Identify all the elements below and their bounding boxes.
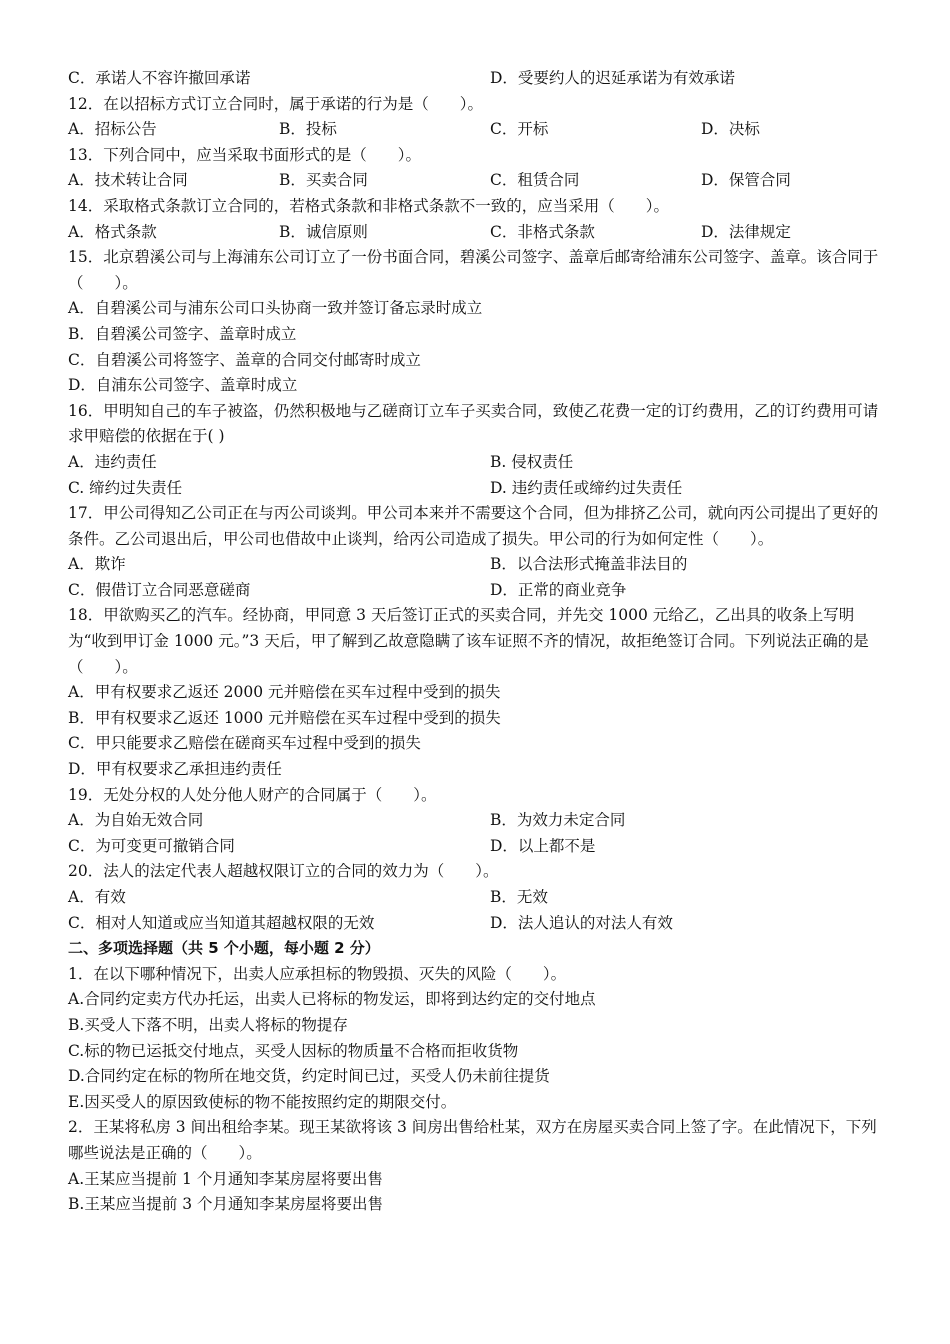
multi-question-1: 1．在以下哪种情况下，出卖人应承担标的物毁损、灭失的风险（ ）。 xyxy=(68,964,567,983)
option-b: B.王某应当提前 3 个月通知李某房屋将要出售 xyxy=(68,1195,384,1214)
option-d: D．受要约人的迟延承诺为有效承诺 xyxy=(490,69,735,87)
option-a: A．招标公告 xyxy=(68,120,157,139)
question-11-options xyxy=(68,66,890,92)
option-a: A．有效 xyxy=(68,888,126,906)
option-b: B．诚信原则 xyxy=(279,222,368,241)
option-a: A．技术转让合同 xyxy=(68,171,188,190)
question-19-options-ab xyxy=(68,808,890,834)
option-b: B. 侵权责任 xyxy=(490,452,574,471)
option-a: A．甲有权要求乙返还 2000 元并赔偿在买车过程中受到的损失 xyxy=(68,683,501,702)
question-12-options xyxy=(68,117,890,143)
question-15: 15．北京碧溪公司与上海浦东公司订立了一份书面合同，碧溪公司签字、盖章后邮寄给浦东公司签字、盖章。该合同于（ ）。 xyxy=(68,248,879,292)
option-c: C. 缔约过失责任 xyxy=(68,478,183,497)
option-a: A．欺诈 xyxy=(68,555,126,574)
option-a: A.合同约定卖方代办托运，出卖人已将标的物发运，即将到达约定的交付地点 xyxy=(68,990,596,1009)
multi-question-2: 2．王某将私房 3 间出租给李某。现王某欲将该 3 间房出售给杜某，双方在房屋买卖合同上签了字。在此情况下，下列哪些说法是正确的（ ）。 xyxy=(68,1118,877,1162)
question-12: 12．在以招标方式订立合同时，属于承诺的行为是（ ）。 xyxy=(68,94,483,113)
question-20-options-cd xyxy=(68,911,890,937)
option-d: D．正常的商业竞争 xyxy=(490,580,627,599)
option-d: D．自浦东公司签字、盖章时成立 xyxy=(68,376,298,395)
option-d: D.合同约定在标的物所在地交货，约定时间已过，买受人仍未前往提货 xyxy=(68,1067,550,1086)
option-b: B．为效力未定合同 xyxy=(490,811,626,830)
option-a: A．格式条款 xyxy=(68,222,157,241)
option-a: A．自碧溪公司与浦东公司口头协商一致并签订备忘录时成立 xyxy=(68,299,483,318)
question-14-options xyxy=(68,220,890,246)
question-17: 17．甲公司得知乙公司正在与丙公司谈判。甲公司本来并不需要这个合同，但为排挤乙公司，就向丙公司提出了更好的条件。乙公司退出后，甲公司也借故中止谈判，给丙公司造成了损失。甲公司的行为如何定性（ ）。 xyxy=(68,504,879,548)
question-13: 13．下列合同中，应当采取书面形式的是（ ）。 xyxy=(68,145,421,164)
section-heading: 二、多项选择题（共 5 个小题，每小题 2 分） xyxy=(68,939,380,958)
option-a: A.王某应当提前 1 个月通知李某房屋将要出售 xyxy=(68,1169,383,1188)
option-c: C．甲只能要求乙赔偿在磋商买车过程中受到的损失 xyxy=(68,734,421,753)
option-a: A．为自始无效合同 xyxy=(68,811,204,830)
option-c: C．非格式条款 xyxy=(490,222,595,241)
option-d: D. 违约责任或缔约过失责任 xyxy=(490,478,683,497)
option-d: D．法律规定 xyxy=(701,222,791,241)
question-20: 20．法人的法定代表人超越权限订立的合同的效力为（ ）。 xyxy=(68,862,499,881)
option-b: B．甲有权要求乙返还 1000 元并赔偿在买车过程中受到的损失 xyxy=(68,708,501,727)
question-17-options-cd xyxy=(68,578,890,604)
question-19-options-cd xyxy=(68,834,890,860)
option-b: B．以合法形式掩盖非法目的 xyxy=(490,555,688,574)
option-b: B．自碧溪公司签字、盖章时成立 xyxy=(68,324,297,343)
option-c: C．自碧溪公司将签字、盖章的合同交付邮寄时成立 xyxy=(68,350,421,369)
option-d: D．保管合同 xyxy=(701,171,791,190)
option-c: C．相对人知道或应当知道其超越权限的无效 xyxy=(68,913,375,932)
option-c: C．假借订立合同恶意磋商 xyxy=(68,580,251,599)
option-c: C．承诺人不容许撤回承诺 xyxy=(68,69,251,87)
question-19: 19．无处分权的人处分他人财产的合同属于（ ）。 xyxy=(68,785,437,804)
exam-page xyxy=(68,66,890,1218)
question-16: 16．甲明知自己的车子被盗，仍然积极地与乙磋商订立车子买卖合同，致使乙花费一定的订约费用，乙的订约费用可请求甲赔偿的依据在于( ) xyxy=(68,401,879,446)
option-d: D．决标 xyxy=(701,120,760,139)
question-20-options-ab xyxy=(68,885,890,911)
option-d: D．法人追认的对法人有效 xyxy=(490,913,673,932)
option-b: B．买卖合同 xyxy=(279,171,368,190)
question-17-options-ab xyxy=(68,552,890,578)
option-c: C．为可变更可撤销合同 xyxy=(68,836,235,855)
question-16-options-cd xyxy=(68,476,890,502)
option-e: E.因买受人的原因致使标的物不能按照约定的期限交付。 xyxy=(68,1092,457,1111)
question-16-options-ab xyxy=(68,450,890,476)
option-c: C．开标 xyxy=(490,120,549,139)
option-b: B．无效 xyxy=(490,888,548,906)
option-b: B．投标 xyxy=(279,120,337,139)
question-14: 14．采取格式条款订立合同的，若格式条款和非格式条款不一致的，应当采用（ ）。 xyxy=(68,196,669,215)
option-d: D．以上都不是 xyxy=(490,836,596,855)
question-13-options xyxy=(68,168,890,194)
option-a: A．违约责任 xyxy=(68,452,157,471)
question-18: 18．甲欲购买乙的汽车。经协商，甲同意 3 天后签订正式的买卖合同，并先交 1000 元给乙，乙出具的收条上写明为“收到甲订金 1000 元。”3 天后，甲了解到乙故意隐瞒了该车证照不齐的情况，故拒绝签订合同。下列说法正确的是（ ）。 xyxy=(68,606,869,676)
option-d: D．甲有权要求乙承担违约责任 xyxy=(68,760,282,779)
option-c: C．租赁合同 xyxy=(490,171,580,190)
option-c: C.标的物已运抵交付地点，买受人因标的物质量不合格而拒收货物 xyxy=(68,1041,519,1060)
option-b: B.买受人下落不明，出卖人将标的物提存 xyxy=(68,1015,348,1034)
